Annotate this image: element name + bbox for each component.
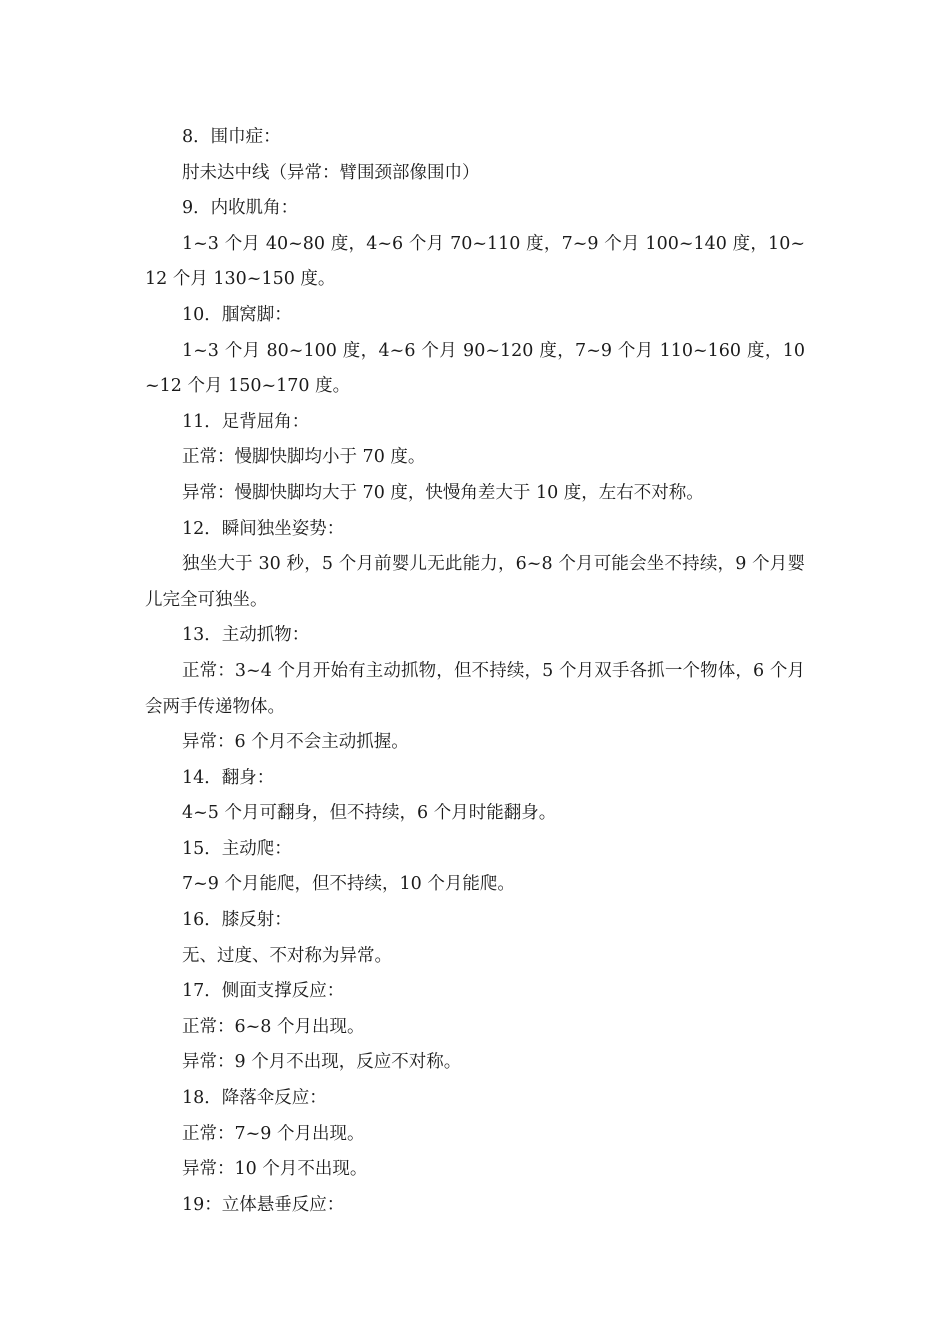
item-heading: 16．膝反射： <box>182 910 292 931</box>
item-heading: 13．主动抓物： <box>182 625 310 646</box>
item-heading: 15．主动爬： <box>182 838 292 859</box>
item-text: 异常：10 个月不出现。 <box>182 1159 368 1180</box>
document-body <box>145 120 805 1223</box>
item-heading: 14．翻身： <box>182 767 275 788</box>
item-text: 无、过度、不对称为异常。 <box>182 945 392 966</box>
item-text: 1~3 个月 40~80 度，4~6 个月 70~110 度，7~9 个月 100~140 度，10~12 个月 130~150 度。 <box>145 233 805 290</box>
item-text: 异常：慢脚快脚均大于 70 度，快慢角差大于 10 度，左右不对称。 <box>182 482 704 503</box>
item-heading: 8．围巾症： <box>182 127 281 147</box>
item-text: 独坐大于 30 秒，5 个月前婴儿无此能力，6~8 个月可能会坐不持续，9 个月婴儿完全可独坐。 <box>145 554 805 610</box>
item-heading: 17．侧面支撑反应： <box>182 981 345 1002</box>
item-text: 1~3 个月 80~100 度，4~6 个月 90~120 度，7~9 个月 110~160 度，10~12 个月 150~170 度。 <box>145 340 805 397</box>
item-heading: 19：立体悬垂反应： <box>182 1194 345 1215</box>
item-text: 正常：3~4 个月开始有主动抓物，但不持续，5 个月双手各抓一个物体，6 个月会两手传递物体。 <box>145 660 805 717</box>
item-heading: 18．降落伞反应： <box>182 1088 327 1109</box>
item-text: 7~9 个月能爬，但不持续，10 个月能爬。 <box>182 874 515 895</box>
item-text: 肘未达中线（异常：臂围颈部像围巾） <box>182 162 480 183</box>
item-text: 正常：7~9 个月出现。 <box>182 1123 365 1144</box>
item-text: 正常：慢脚快脚均小于 70 度。 <box>182 447 426 468</box>
item-heading: 11．足背屈角： <box>182 411 310 432</box>
item-heading: 12．瞬间独坐姿势： <box>182 518 345 539</box>
item-text: 异常：9 个月不出现，反应不对称。 <box>182 1052 462 1073</box>
item-text: 正常：6~8 个月出现。 <box>182 1016 365 1037</box>
item-text: 异常：6 个月不会主动抓握。 <box>182 732 409 753</box>
item-text: 4~5 个月可翻身，但不持续，6 个月时能翻身。 <box>182 803 557 824</box>
item-heading: 9．内收肌角： <box>182 198 299 219</box>
item-heading: 10．腘窝脚： <box>182 304 292 325</box>
